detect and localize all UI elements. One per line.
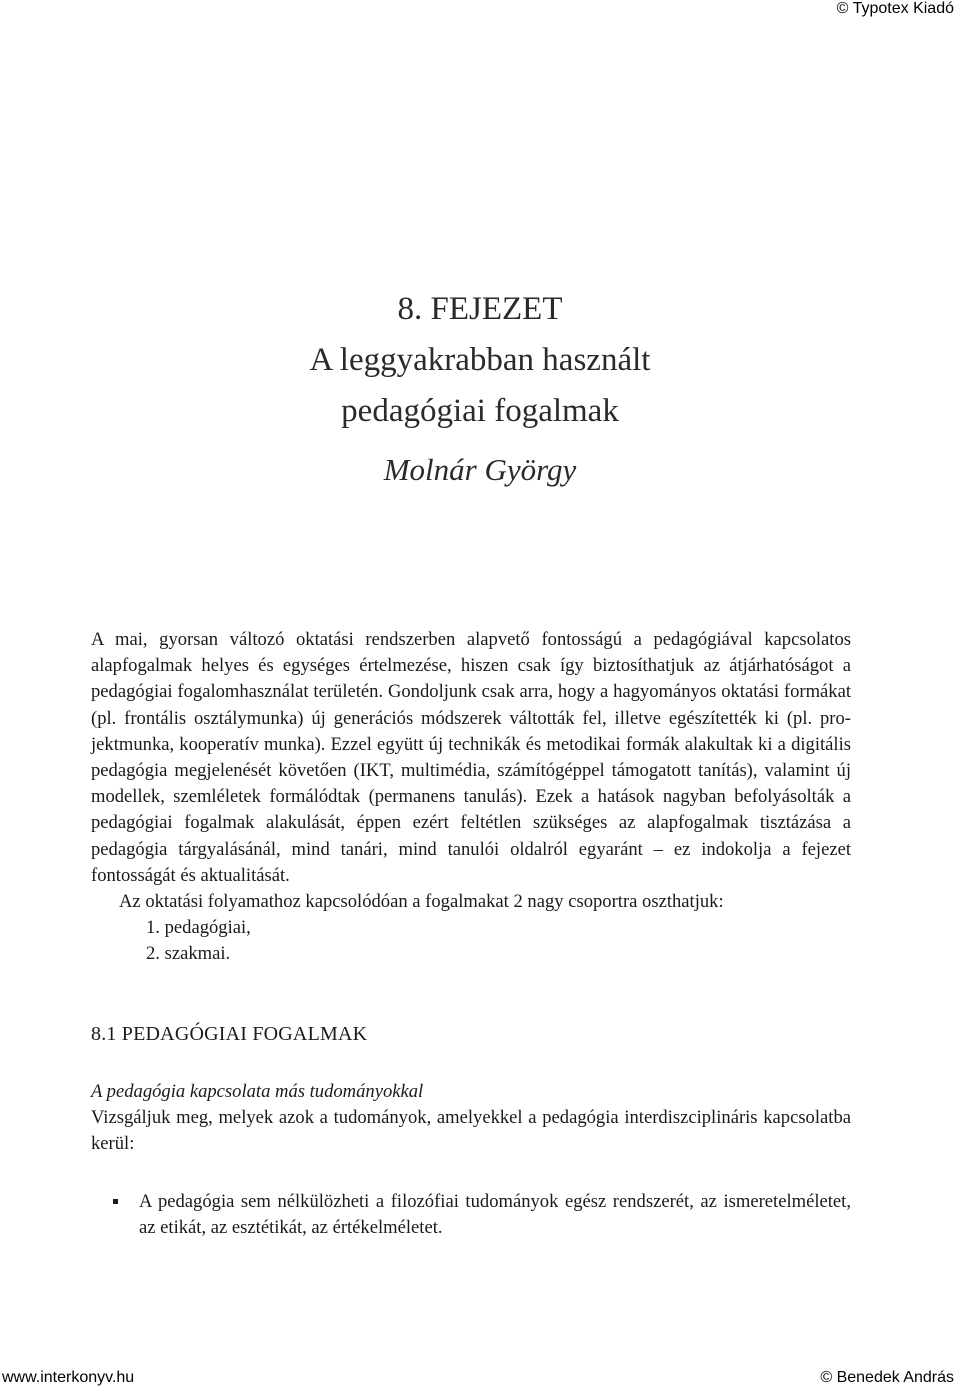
section-paragraph: Vizsgáljuk meg, melyek azok a tudományok, amelyekkel a pedagógia interdiszciplináris kapcsolatba kerül: [91, 1106, 851, 1155]
author-copyright: © Benedek András [820, 1369, 954, 1386]
chapter-title-line-1: A leggyakrabban használt [309, 342, 651, 378]
chapter-title-line-2: pedagógiai fogalmak [341, 393, 619, 429]
publisher-copyright: © Typotex Kiadó [836, 0, 954, 17]
section-subheading: A pedagógia kapcsolata más tudományokkal [91, 1080, 424, 1102]
website-link[interactable]: www.interkonyv.hu [2, 1369, 135, 1386]
concept-group-list [91, 915, 851, 967]
square-bullet-icon [113, 1199, 118, 1204]
section-title: 8.1 PEDAGÓGIAI FOGALMAK [91, 1022, 368, 1045]
grouping-paragraph: Az oktatási folyamathoz kapcsolódóan a fogalmakat 2 nagy csoportra oszthatjuk: [119, 891, 724, 913]
chapter-heading [0, 284, 960, 493]
list-item: 1. pedagógiai, [146, 917, 251, 939]
list-item: 2. szakmai. [146, 943, 231, 965]
chapter-number: 8. FEJEZET [397, 291, 563, 327]
intro-paragraph: A mai, gyorsan változó oktatási rendszerben alapvető fontosságú a pedagógiával kapcsolatos alapfogalmak helyes és egységes értelmezése, hiszen csak így biztosíthatjuk az átjárhatóságot a pedagógiai fogalomhasználat területén. Gondoljunk csak arra, hogy a hagyományos oktatási formákat (pl. frontális osztálymunka) új generációs módszerek váltották fel, illetve egészítették ki (pl. projektmunka, kooperatív munka). Ezzel együtt új technikák és metodikai formák alakultak ki a digitális pedagógia megjelenését követően (IKT, multimédia, számítógéppel támogatott tanítás), valamint új modellek, szemléletek formálódtak (permanens tanulás). Ezek a hatások nagyban befolyásolták a pedagógiai fogalmak alakulását, éppen ezért feltétlen szükséges az alapfogalmak tisztázása a pedagógia tárgyalásánál, mind tanári, mind tanulói oldalról egyaránt – ez indokolja a fejezet fontosságát és aktualitását. [91, 629, 851, 886]
chapter-body [91, 627, 851, 1242]
list-item [139, 1189, 851, 1241]
chapter-author: Molnár György [383, 452, 577, 487]
sciences-bullet-list [91, 1189, 851, 1241]
bullet-text: A pedagógia sem nélkülözheti a filozófiai tudományok egész rendszerét, az ismeretelméletet, az etikát, az esztétikát, az értékelméletet. [139, 1191, 851, 1239]
